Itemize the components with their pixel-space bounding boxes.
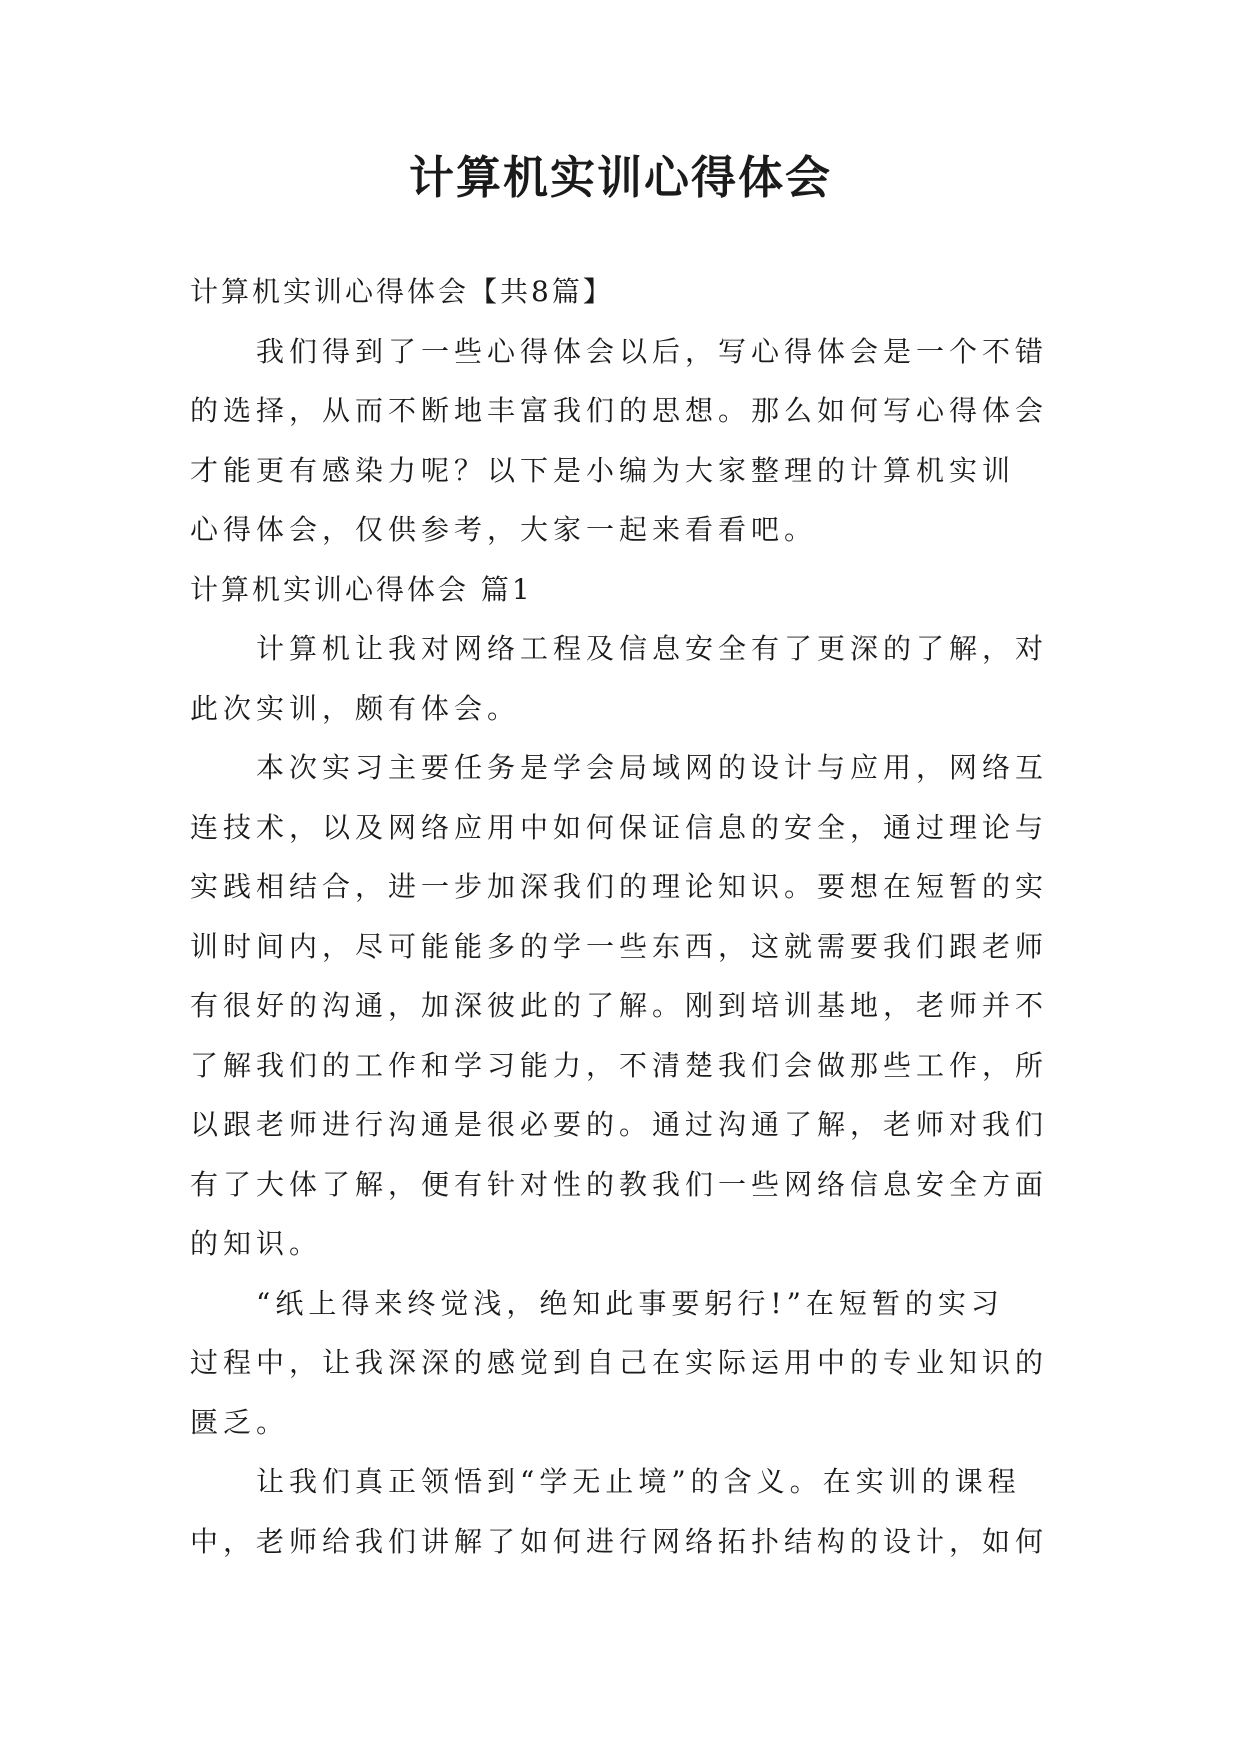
document-body [190,262,1050,1571]
paragraph-line: 过程中，让我深深的感觉到自己在实际运用中的专业知识的 [190,1346,1049,1379]
section-heading-collection: 计算机实训心得体会【共8篇】 [190,275,614,308]
section-heading-part-1: 计算机实训心得体会 篇1 [190,572,533,606]
paragraph-line: 计算机让我对网络工程及信息安全有了更深的了解，对 [256,632,1049,665]
paragraph-line: 才能更有感染力呢？以下是小编为大家整理的计算机实训 [190,453,1016,487]
paragraph-line: 以跟老师进行沟通是很必要的。通过沟通了解，老师对我们 [190,1108,1049,1141]
paragraph-line: 的知识。 [190,1227,323,1260]
paragraph-line: 本次实习主要任务是学会局域网的设计与应用，网络互 [256,751,1049,784]
paragraph-line: 心得体会，仅供参考，大家一起来看看吧。 [190,513,818,546]
paragraph-line: 的选择，从而不断地丰富我们的思想。那么如何写心得体会 [190,394,1049,427]
paragraph-line: 了解我们的工作和学习能力，不清楚我们会做那些工作，所 [190,1048,1049,1082]
paragraph-line: 此次实训，颇有体会。 [190,691,521,725]
paragraph-line: 训时间内，尽可能能多的学一些东西，这就需要我们跟老师 [190,929,1049,963]
paragraph-line: 让我们真正领悟到“学无止境”的含义。在实训的课程 [256,1465,1021,1498]
paragraph-line: 匮乏。 [190,1405,290,1439]
paragraph-line: 中，老师给我们讲解了如何进行网络拓扑结构的设计，如何 [190,1524,1049,1558]
paragraph-line: “纸上得来终觉浅，绝知此事要躬行!”在短暂的实习 [256,1286,1004,1320]
paragraph-line: 连技术，以及网络应用中如何保证信息的安全，通过理论与 [190,810,1049,844]
document-title: 计算机实训心得体会 [408,151,832,204]
paragraph-line: 实践相结合，进一步加深我们的理论知识。要想在短暂的实 [190,870,1049,903]
paragraph-line: 有了大体了解，便有针对性的教我们一些网络信息安全方面 [190,1167,1049,1201]
paragraph-line: 有很好的沟通，加深彼此的了解。刚到培训基地，老师并不 [190,989,1049,1022]
paragraph-line: 我们得到了一些心得体会以后，写心得体会是一个不错 [256,334,1049,368]
